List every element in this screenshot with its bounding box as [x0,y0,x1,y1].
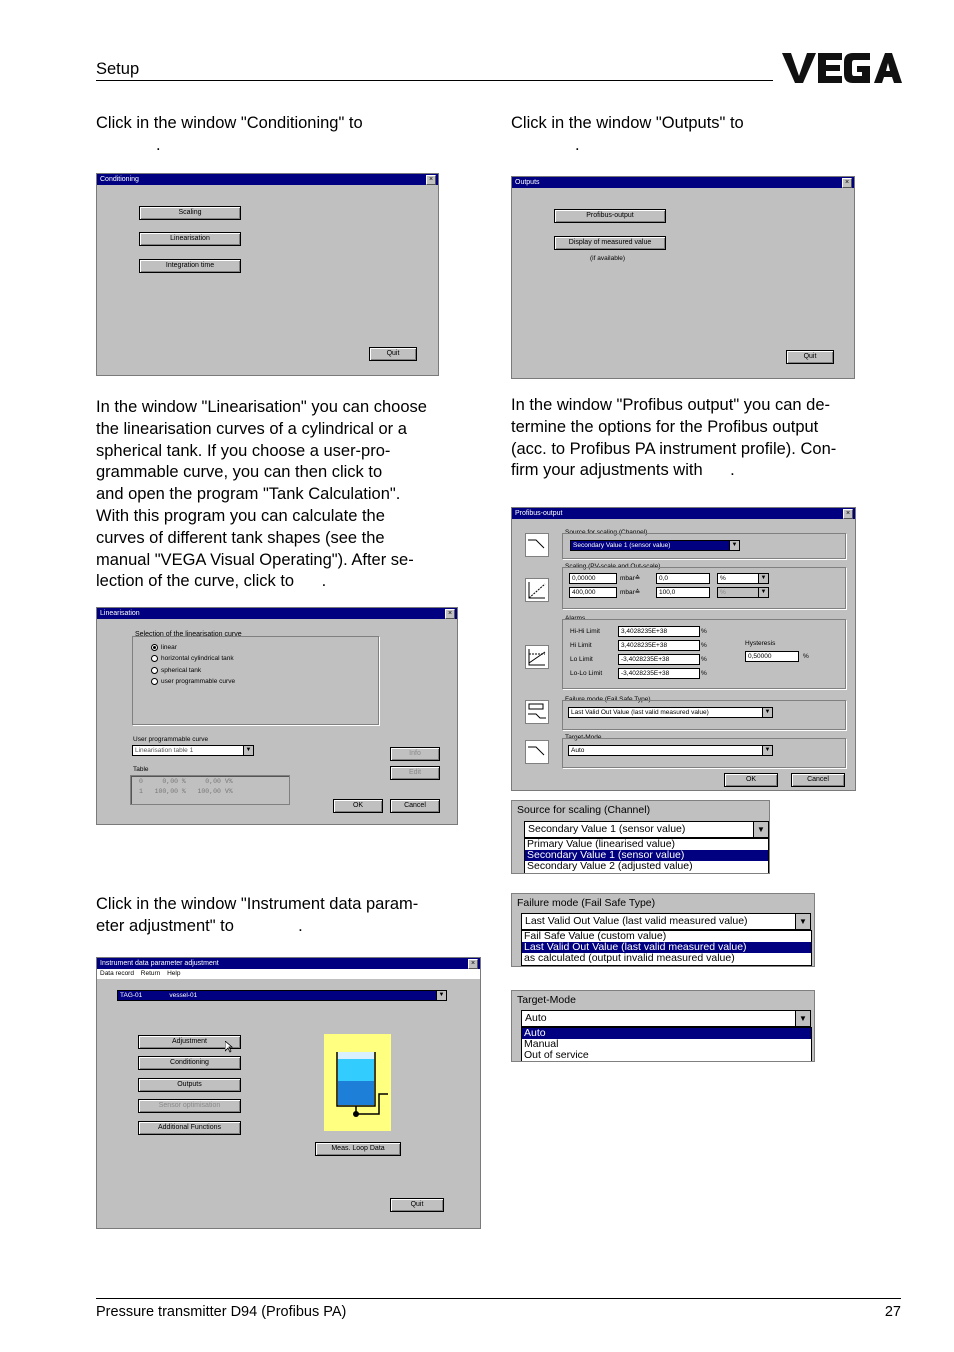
alarm-value[interactable]: 3,4028235E+38 [618,626,700,637]
para-line: Click in the window "Instrument data param- [96,895,419,913]
option-label: user programmable curve [161,678,236,685]
para-line: In the window "Profibus output" you can de- [511,396,830,414]
alarm-value[interactable]: -3,4028235E+38 [618,668,700,679]
instrument-paragraph [96,894,476,938]
unit-value: % [720,575,726,582]
para-line: eter adjustment" to . [96,916,303,935]
radio-horizontal-cylindrical[interactable] [151,655,158,662]
para-line: In the window "Linearisation" you can choose [96,398,427,416]
scale-unit: mbar≙ [620,589,641,596]
edit-button[interactable]: Edit [390,766,440,780]
failure-popup-select[interactable] [521,913,811,930]
cancel-button[interactable]: Cancel [791,773,845,787]
scale-out-unit-select-disabled [717,587,769,598]
target-select[interactable] [568,745,773,756]
close-icon[interactable]: × [842,178,852,188]
scale-in-high[interactable]: 400,000 [569,587,617,598]
conditioning-button[interactable]: Conditioning [138,1056,241,1070]
meas-loop-data-button[interactable]: Meas. Loop Data [315,1142,401,1156]
chevron-down-icon: ▼ [758,588,768,597]
para-line: (acc. to Profibus PA instrument profile). Con- [511,439,837,458]
display-measured-value-button[interactable]: Display of measured value [554,236,666,250]
profibus-title: Profibus-output [515,510,563,517]
tank-icon [324,1034,391,1131]
info-button[interactable]: Info [390,747,440,761]
failure-options-list [521,930,812,966]
alarm-value[interactable]: 3,4028235E+38 [618,640,700,651]
chevron-down-icon[interactable]: ▼ [753,822,768,837]
hysteresis-unit: % [803,653,809,660]
failure-value: Last Valid Out Value (last valid measured value) [571,709,709,716]
list-item-selected[interactable]: Last Valid Out Value (last valid measured value) [522,942,811,953]
scaling-button[interactable]: Scaling [139,206,241,220]
outputs-title: Outputs [515,179,540,186]
alarm-name: Hi-Hi Limit [570,628,600,635]
target-popup [511,990,815,1062]
list-item[interactable]: as calculated (output invalid measured value) [524,952,735,964]
tank-graphic [324,1034,391,1131]
outputs-button[interactable]: Outputs [138,1078,241,1092]
chevron-down-icon[interactable]: ▼ [795,1011,810,1026]
profibus-output-button[interactable]: Profibus-output [554,209,666,223]
chevron-down-icon[interactable]: ▼ [436,991,446,1000]
alarm-unit: % [701,656,707,663]
selected-value: Last Valid Out Value (last valid measured value) [525,915,748,927]
footer-rule [96,1298,901,1299]
para-line: grammable curve, you can then click to [96,463,383,482]
alarm-unit: % [701,670,707,677]
scale-out-high[interactable]: 100,0 [656,587,710,598]
vega-logo [782,50,902,91]
selected-value: Secondary Value 1 (sensor value) [528,823,686,835]
curve-group-label: Selection of the linearisation curve [135,631,242,638]
table-box [130,775,290,805]
user-curve-select[interactable] [132,745,254,756]
option-label: horizontal cylindrical tank [161,655,234,662]
user-curve-label: User programmable curve [133,736,209,743]
source-label: Source for scaling (Channel) [565,529,648,536]
if-available-note: (if available) [590,255,626,262]
close-icon[interactable]: × [843,509,853,519]
list-item[interactable]: Manual [524,1038,559,1050]
user-curve-value: Linearisation table 1 [135,747,194,754]
para-line: and open the program "Tank Calculation". [96,485,401,504]
selected-value: Auto [525,1012,547,1024]
close-icon[interactable]: × [445,609,455,619]
alarm-name: Hi Limit [570,642,592,649]
para-line: spherical tank. If you choose a user-pro- [96,441,391,460]
conditioning-intro-line2: . [156,135,161,154]
alarm-value[interactable]: -3,4028235E+38 [618,654,700,665]
failure-icon [525,700,549,724]
menu-data-record[interactable]: Data record [100,970,134,977]
alarm-unit: % [701,628,707,635]
cancel-button[interactable]: Cancel [390,799,440,813]
alarm-name: Lo-Lo Limit [570,670,603,677]
adjustment-button[interactable]: Adjustment [138,1035,241,1049]
table-label: Table [133,766,149,773]
table-row: 0 0,00 % 0,00 V% [139,778,233,785]
menu-help[interactable]: Help [167,970,181,977]
integration-time-button[interactable]: Integration time [139,259,241,273]
profibus-paragraph [511,395,903,482]
source-popup-select[interactable] [524,821,769,838]
target-popup-label: Target-Mode [517,994,576,1006]
quit-button[interactable]: Quit [786,350,834,364]
para-line: curves of different tank shapes (see the [96,528,385,547]
instrument-title: Instrument data parameter adjustment [100,960,219,967]
chevron-down-icon[interactable]: ▼ [762,708,772,717]
para-line: the linearisation curves of a cylindrical or a [96,419,407,438]
linearisation-title: Linearisation [100,610,140,617]
conditioning-intro-line1: Click in the window "Conditioning" to [96,114,363,132]
failure-popup-label: Failure mode (Fail Safe Type) [517,897,656,909]
scale-in-low[interactable]: 0,00000 [569,573,617,584]
outputs-window [511,176,855,379]
chevron-down-icon[interactable]: ▼ [795,914,810,929]
chevron-down-icon[interactable]: ▼ [758,574,768,583]
profibus-output-window [511,507,856,791]
para-line: termine the options for the Profibus output [511,417,819,436]
source-value: Secondary Value 1 (sensor value) [573,542,671,549]
ok-button[interactable]: OK [724,773,778,787]
quit-button[interactable]: Quit [390,1198,444,1212]
list-item[interactable]: Primary Value (linearised value) [527,838,676,850]
para-line: manual "VEGA Visual Operating"). After se- [96,550,414,569]
chevron-down-icon[interactable]: ▼ [243,746,253,755]
list-item-selected[interactable]: Auto [522,1028,811,1039]
unit-value: % [720,589,726,596]
alarms-label: Alarms [565,615,586,622]
radio-spherical[interactable] [151,667,158,674]
list-item[interactable]: Out of service [524,1049,589,1061]
tag-value: TAG-01 vessel-01 [120,992,198,999]
header-rule [96,80,773,81]
target-value: Auto [571,747,585,754]
quit-button[interactable]: Quit [369,347,417,361]
outputs-intro-line1: Click in the window "Outputs" to [511,114,744,132]
source-popup [511,800,770,874]
linearisation-window [96,607,458,825]
linearisation-button[interactable]: Linearisation [139,232,241,246]
para-line: With this program you can calculate the [96,506,385,525]
close-icon[interactable]: × [426,175,436,185]
footer-product: Pressure transmitter D94 (Profibus PA) [96,1304,347,1320]
hysteresis-field[interactable]: 0,50000 [745,651,799,662]
radio-user-programmable[interactable] [151,678,158,685]
option-label: spherical tank [161,667,202,674]
list-item[interactable]: Secondary Value 2 (adjusted value) [527,860,693,872]
source-popup-label: Source for scaling (Channel) [517,804,651,816]
menu-bar [97,969,480,979]
target-label: Target-Mode [565,734,602,741]
hysteresis-label: Hysteresis [745,640,776,647]
chevron-down-icon[interactable]: ▼ [762,746,772,755]
chevron-down-icon[interactable]: ▼ [729,541,739,550]
option-label: linear [161,644,177,651]
menu-return[interactable]: Return [140,970,161,977]
alarms-icon [525,645,549,669]
para-line: firm your adjustments with . [511,461,735,480]
scale-unit: mbar≙ [620,575,641,582]
scale-out-low[interactable]: 0,0 [656,573,710,584]
alarm-unit: % [701,642,707,649]
outputs-intro-line2: . [575,135,580,154]
target-options-list [521,1027,812,1062]
table-row: 1 100,00 % 100,00 V% [139,788,233,795]
target-mode-icon [525,740,549,764]
list-item-selected[interactable]: Secondary Value 1 (sensor value) [525,850,768,861]
linearisation-paragraph [96,397,486,593]
conditioning-title: Conditioning [100,176,139,183]
para-line: lection of the curve, click to . [96,572,327,591]
target-popup-select[interactable] [521,1010,811,1027]
additional-functions-button[interactable]: Additional Functions [138,1121,241,1135]
tag-select[interactable] [117,990,447,1001]
source-options-list [524,838,769,874]
source-select[interactable] [570,540,740,551]
sensor-optimisation-button[interactable]: Sensor optimisation [138,1099,241,1113]
ok-button[interactable]: OK [333,799,383,813]
section-title: Setup [96,60,140,78]
scale-out-unit-select[interactable] [717,573,769,584]
page-number: 27 [884,1304,901,1320]
failure-label: Failure mode (Fail Safe Type) [565,696,651,703]
channel-icon [525,533,549,557]
failure-popup [511,893,815,967]
radio-linear[interactable] [151,644,158,651]
conditioning-window [96,173,439,376]
scaling-icon [525,578,549,602]
list-item[interactable]: Fail Safe Value (custom value) [524,930,667,942]
alarm-name: Lo Limit [570,656,593,663]
scaling-label: Scaling (PV-scale and Out-scale) [565,563,661,570]
failure-select[interactable] [568,707,773,718]
close-icon[interactable]: × [468,959,478,969]
instrument-data-window [96,957,481,1229]
